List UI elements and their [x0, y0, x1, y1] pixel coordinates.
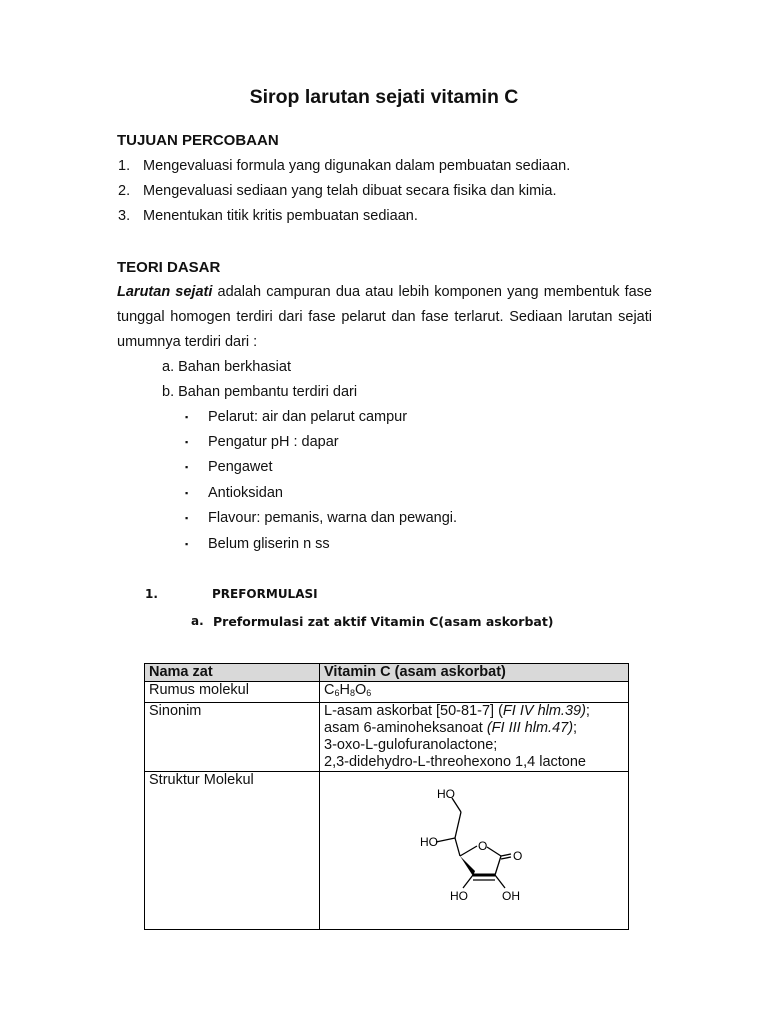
bullet-icon: ▪	[185, 412, 189, 422]
bullet-item-3: Pengawet	[208, 459, 273, 475]
atom-ho-bottom: HO	[450, 889, 468, 903]
table-row	[145, 772, 629, 930]
bullet-item-6: Belum gliserin n ss	[208, 536, 330, 552]
table-row	[145, 682, 629, 703]
table-header-nama-zat: Nama zat	[145, 664, 320, 682]
sinonim-line-3: 3-oxo-L-gulofuranolactone;	[324, 737, 498, 753]
preformulasi-heading: PREFORMULASI	[212, 587, 318, 601]
tujuan-heading: TUJUAN PERCOBAAN	[117, 132, 279, 149]
preformulasi-num: 1.	[145, 587, 158, 601]
sinonim-line-2: asam 6-aminoheksanoat (FI III hlm.47);	[324, 720, 578, 736]
preformulasi-sub-heading: Preformulasi zat aktif Vitamin C(asam askorbat)	[213, 614, 554, 629]
teori-paragraph-text: adalah campuran dua atau lebih komponen yang membentuk fase tunggal homogen terdiri dari fase pelarut dan fase terlarut. Sediaan larutan sejati umumnya terdiri dari :	[117, 284, 652, 350]
sinonim-label: Sinonim	[145, 703, 320, 772]
teori-sub-b: b. Bahan pembantu terdiri dari	[162, 384, 358, 400]
bullet-item-2: Pengatur pH : dapar	[208, 434, 339, 450]
struktur-cell	[320, 772, 629, 930]
bullet-item-1: Pelarut: air dan pelarut campur	[208, 409, 408, 425]
struktur-label: Struktur Molekul	[145, 772, 320, 930]
preformulasi-sub-label: a.	[191, 614, 204, 628]
teori-term: Larutan sejati	[117, 284, 213, 300]
bullet-icon: ▪	[185, 513, 189, 523]
page-title: Sirop larutan sejati vitamin C	[249, 86, 519, 108]
sinonim-value	[320, 703, 629, 772]
rumus-value: $C_6H_8O_6$	[320, 682, 629, 703]
atom-o-carbonyl: O	[513, 849, 523, 863]
tujuan-item-1: Mengevaluasi formula yang digunakan dalam pembuatan sediaan.	[143, 158, 571, 174]
teori-heading: TEORI DASAR	[117, 259, 221, 276]
table-header-row	[145, 664, 629, 682]
sinonim-line-4: 2,3-didehydro-L-threohexono 1,4 lactone	[324, 754, 586, 770]
table-header-vitamin-c: Vitamin C (asam askorbat)	[320, 664, 629, 682]
tujuan-item-num-2: 2.	[118, 183, 131, 199]
bullet-item-4: Antioksidan	[208, 485, 283, 501]
bullet-icon: ▪	[185, 488, 189, 498]
bullet-icon: ▪	[185, 462, 189, 472]
rumus-label: Rumus molekul	[145, 682, 320, 703]
vitamin-c-table	[144, 663, 629, 930]
tujuan-item-3: Menentukan titik kritis pembuatan sediaan.	[143, 208, 418, 224]
teori-sub-a: a. Bahan berkhasiat	[162, 359, 291, 375]
bullet-item-5: Flavour: pemanis, warna dan pewangi.	[208, 510, 458, 526]
teori-paragraph	[117, 280, 652, 355]
tujuan-item-num-1: 1.	[118, 158, 131, 174]
table-row	[145, 703, 629, 772]
bullet-icon: ▪	[185, 437, 189, 447]
bullet-icon: ▪	[185, 539, 189, 549]
ascorbic-acid-structure	[324, 772, 624, 924]
tujuan-item-2: Mengevaluasi sediaan yang telah dibuat secara fisika dan kimia.	[143, 183, 557, 199]
atom-o-ring: O	[478, 839, 488, 853]
tujuan-item-num-3: 3.	[118, 208, 131, 224]
atom-ho-top: HO	[437, 787, 455, 801]
atom-oh-bottom: OH	[502, 889, 520, 903]
atom-ho-mid: HO	[420, 835, 438, 849]
sinonim-line-1: L-asam askorbat [50-81-7] (FI IV hlm.39);	[324, 703, 590, 719]
